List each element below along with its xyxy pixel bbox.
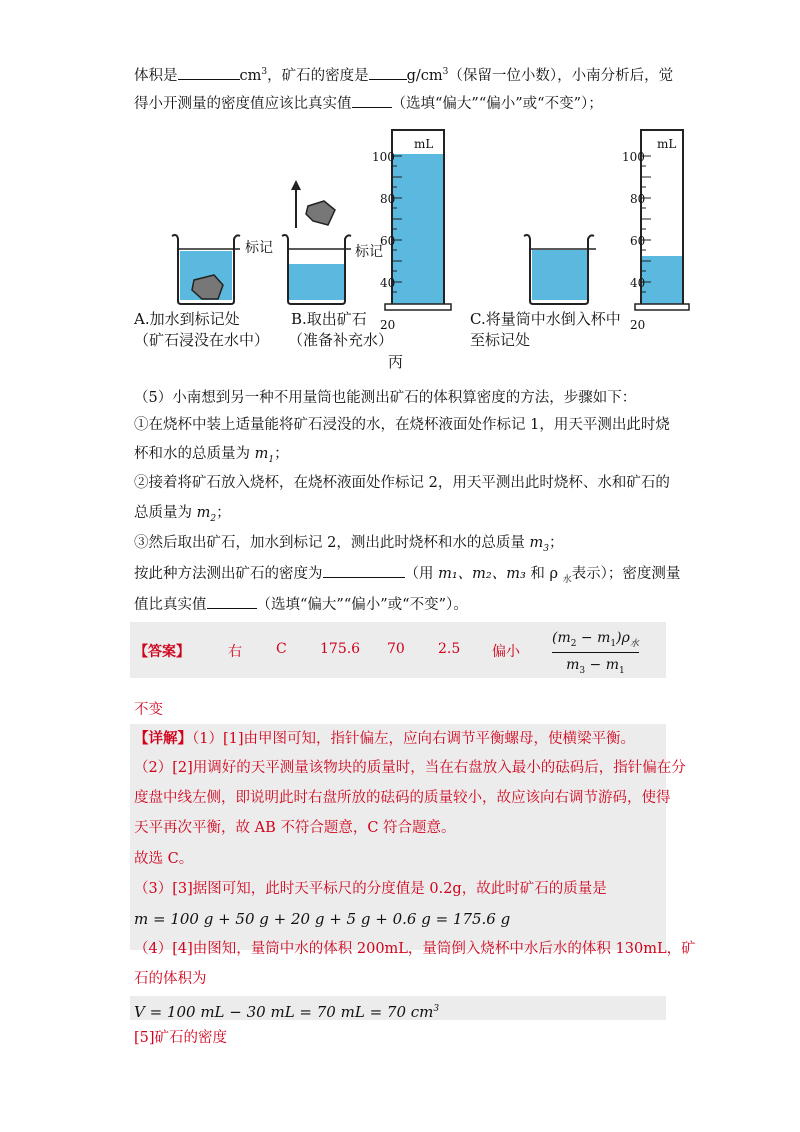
fraction-numerator: $(m_2 - m_1)\rho_水$ (552, 630, 639, 649)
q5-intro: （5）小南想到另一种不用量筒也能测出矿石的体积算密度的方法，步骤如下： (134, 390, 637, 406)
beaker-b (282, 180, 351, 304)
tick-label: 60 (630, 234, 646, 248)
text: 杯和水的总质量为 (134, 446, 255, 462)
tick-label: 80 (380, 192, 396, 206)
subscript: 3 (543, 543, 549, 554)
text: 得小开测量的密度值应该比真实值 (134, 96, 352, 112)
mark-label-a: 标记 (245, 240, 273, 256)
detail-line-3: 度盘中线左侧，即说明此时右盘所放的砝码的质量较小，故应该向右调节游码，使得 (134, 790, 671, 806)
caption-b-2: （准备补充水） (288, 331, 394, 349)
text: 值比真实值 (134, 597, 207, 613)
text: ； (216, 505, 231, 521)
q5-step2-a: ②接着将矿石放入烧杯，在烧杯液面处作标记 2，用天平测出此时烧杯、水和矿石的 (134, 475, 670, 491)
figure-label: 丙 (388, 353, 404, 371)
caption-c-2: 至标记处 (470, 331, 531, 349)
equation-mass: m = 100 g + 50 g + 20 g + 5 g + 0.6 g = 175.6 g (134, 910, 511, 928)
text: ③然后取出矿石，加水到标记 2，测出此时烧杯和水的总质量 (134, 535, 530, 551)
q5-step3 (134, 533, 563, 559)
equation-volume (134, 999, 439, 1022)
detail-line-8: 石的体积为 (134, 971, 207, 987)
var-m: m (529, 535, 544, 551)
q5-compare (134, 594, 468, 615)
tick-label: 40 (630, 276, 646, 290)
caption-c-1: C.将量筒中水倒入杯中 (470, 310, 621, 328)
tick-label: 20 (630, 318, 646, 332)
text: ； (274, 446, 289, 462)
intro-line-2 (134, 93, 603, 114)
q5-method (134, 563, 680, 590)
superscript: 3 (261, 67, 268, 77)
answer-last: 不变 (134, 702, 163, 718)
blank-formula[interactable] (323, 563, 405, 578)
beaker-a (172, 235, 240, 304)
blank-density[interactable] (369, 65, 407, 80)
text: （保留一位小数），小南分析后，觉 (448, 67, 674, 84)
detail-line-1 (134, 729, 635, 749)
answer-tag: 【答案】 (134, 644, 190, 660)
text: 体积是 (134, 67, 178, 84)
answer-item: 2.5 (438, 641, 461, 657)
subscript: 2 (210, 513, 217, 524)
ml-label-right: mL (657, 137, 677, 151)
text: g/cm (406, 67, 443, 84)
answer-item: C (276, 641, 287, 657)
q5-step1-a: ①在烧杯中装上适量能将矿石浸没的水，在烧杯液面处作标记 1，用天平测出此时烧 (134, 417, 670, 433)
tick-label: 60 (380, 234, 396, 248)
subscript: 1 (268, 454, 275, 465)
tick-label: 100 (622, 150, 645, 164)
tick-label: 40 (380, 276, 396, 290)
detail-line-6: （3）[3]据图可知，此时天平标尺的分度值是 0.2g，故此时矿石的质量是 (134, 881, 607, 897)
var-m: m (254, 446, 269, 462)
answer-item: 右 (228, 644, 242, 660)
text: （选填“偏大”“偏小”或“不变”）。 (256, 597, 468, 613)
q5-step1-b (134, 444, 289, 470)
answer-item: 70 (387, 641, 405, 657)
text: 表示）；密度测量 (571, 566, 681, 582)
text: 和 ρ (525, 566, 563, 582)
text: ； (548, 535, 564, 551)
detail-line-9: [5]矿石的密度 (134, 1030, 228, 1046)
vars: m₁、m₂、m₃ (438, 566, 526, 582)
blank-volume[interactable] (178, 65, 240, 80)
detail-tag: 【详解】 (134, 730, 192, 747)
caption-b-1: B.取出矿石 (291, 310, 367, 328)
caption-a-2: （矿石浸没在水中） (134, 331, 270, 349)
blank-compare-2[interactable] (207, 594, 257, 609)
caption-a-1: A.加水到标记处 (134, 310, 240, 328)
tick-label: 100 (372, 150, 395, 164)
fraction-denominator: $m_3 - m_1$ (552, 652, 639, 676)
intro-line-1 (134, 62, 673, 86)
mark-label-b: 标记 (355, 244, 383, 260)
q5-step2-b (134, 503, 231, 529)
text: （用 (404, 566, 439, 582)
beaker-c (524, 235, 596, 304)
tick-label: 80 (630, 192, 646, 206)
detail-line-5: 故选 C。 (134, 851, 194, 867)
detail-line-4: 天平再次平衡，故 AB 不符合题意，C 符合题意。 (134, 820, 456, 836)
superscript: 3 (433, 1004, 440, 1014)
superscript: 3 (442, 67, 449, 77)
answer-fraction (552, 630, 639, 676)
text: 总质量为 (134, 505, 197, 521)
detail-line-2: （2）[2]用调好的天平测量该物块的质量时，当在右盘放入最小的砝码后，指针偏在分 (134, 760, 686, 776)
detail-line-7: （4）[4]由图知，量筒中水的体积 200mL，量筒倒入烧杯中水后水的体积 130mL，矿 (134, 941, 696, 957)
ml-label-left: mL (414, 137, 434, 151)
subscript: 水 (562, 574, 572, 585)
var-m: m (196, 505, 211, 521)
text: V = 100 mL − 30 mL = 70 mL = 70 cm (134, 1003, 434, 1021)
tick-label: 20 (380, 318, 396, 332)
text: 按此种方法测出矿石的密度为 (134, 566, 323, 582)
text: （选填“偏大”“偏小”或“不变”）； (391, 96, 603, 112)
text: （1）[1]由甲图可知，指针偏左，应向右调节平衡螺母，使横梁平衡。 (192, 731, 636, 747)
text: ，矿石的密度是 (267, 67, 369, 84)
answer-item: 175.6 (320, 641, 361, 657)
text: cm (239, 67, 262, 84)
answer-item: 偏小 (492, 644, 520, 660)
blank-compare[interactable] (352, 93, 392, 108)
